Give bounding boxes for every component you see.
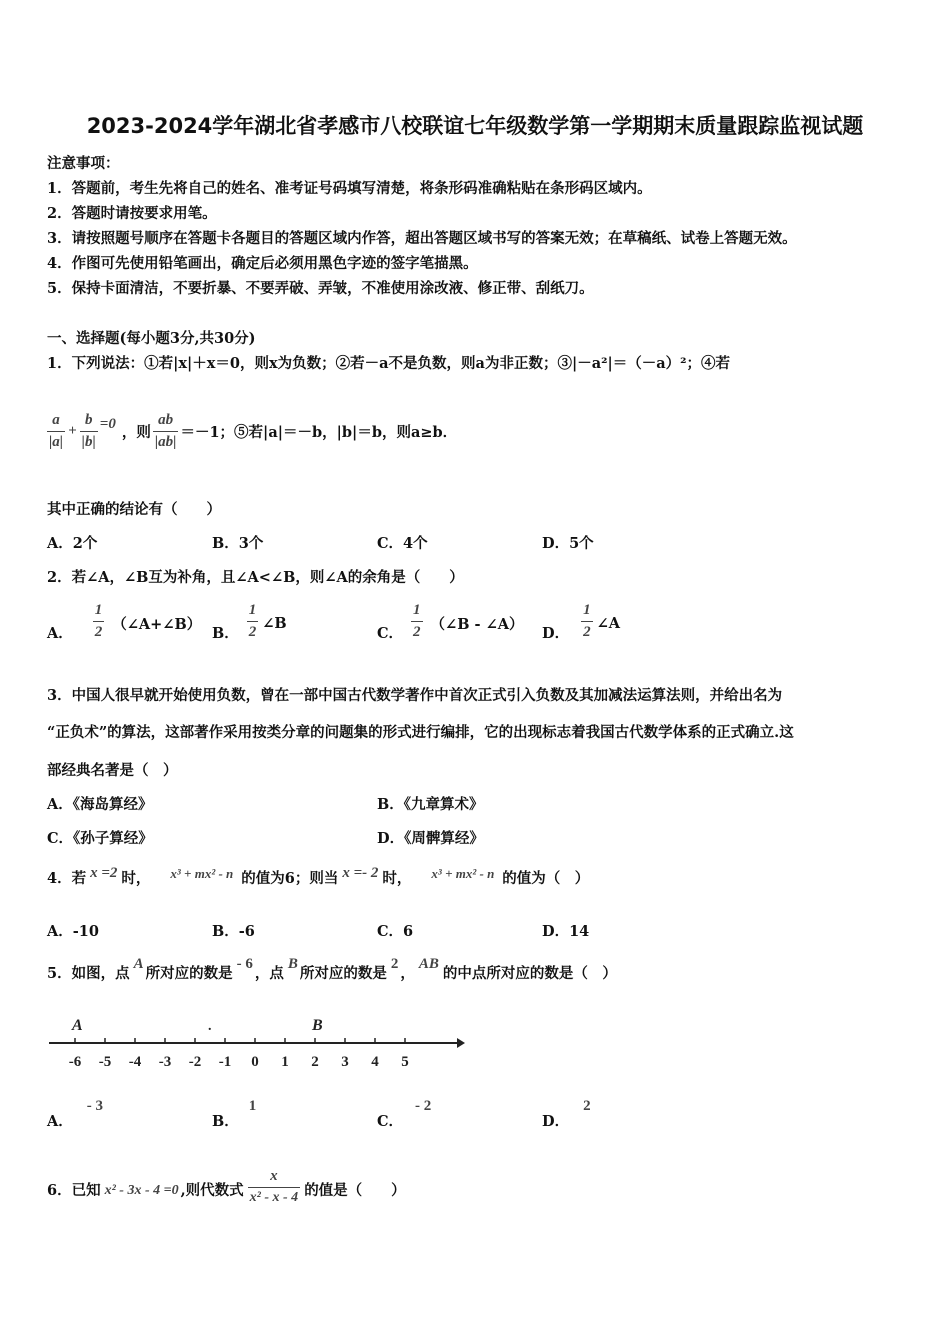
option-label: C． — [377, 1113, 404, 1130]
axis-tick-label: -4 — [128, 1054, 142, 1070]
question-1-line1: 1．下列说法：①若|x|＋x＝0，则x为负数；②若－a不是负数，则a为非正数；③|－a²|＝（－a）²；④若 — [47, 355, 730, 372]
plus-sign: + — [68, 423, 77, 439]
text: ，点 — [254, 965, 284, 982]
option-b[interactable]: B．-6 — [212, 923, 255, 940]
equals-zero: =0 — [99, 416, 116, 432]
point-a-label: A — [72, 1017, 83, 1034]
text-then: ，则 — [121, 424, 151, 441]
option-c[interactable]: C．4个 — [377, 535, 428, 552]
math-value: 2 — [390, 956, 399, 972]
option-b[interactable]: B．3个 — [212, 535, 264, 552]
notice-header: 注意事项： — [47, 155, 120, 172]
question-1-tail: ＝－1；⑤若|a|＝－b，|b|＝b，则a≥b． — [180, 424, 458, 441]
text: 时， — [121, 870, 151, 887]
math-value: - 6 — [236, 956, 253, 972]
question-4-stem — [47, 862, 589, 888]
question-6-stem — [47, 1158, 406, 1205]
text: 所对应的数是 — [145, 965, 233, 982]
fraction-ab-over-abs-ab: $\frac{ab}{|ab|}$ — [154, 412, 177, 450]
question-1-formula — [47, 412, 457, 451]
option-label: B． — [212, 1113, 239, 1130]
option-c[interactable]: C．《孙子算经》 — [47, 830, 153, 847]
question-1-stem: 其中正确的结论有（ ） — [47, 501, 221, 518]
option-value: - 2 — [415, 1098, 432, 1114]
text: 的值为6；则当 — [241, 870, 339, 887]
math-expr: x³ + mx² - n — [170, 866, 234, 881]
math-point-b: B — [287, 956, 298, 972]
math-expr: x³ + mx² - n — [431, 866, 495, 881]
fraction-a-over-abs-a: $\frac{a}{|a|}$ — [49, 412, 64, 450]
axis-tick-label: -6 — [68, 1054, 82, 1070]
axis-tick-label: 3 — [341, 1054, 349, 1070]
fraction-x-over-poly: $\frac{x}{\text{x² - x - 4}}$ — [249, 1168, 299, 1205]
option-a[interactable]: A．《海岛算经》 — [47, 796, 153, 813]
math-point-a: A — [133, 956, 144, 972]
midpoint-dot: . — [208, 1019, 212, 1034]
option-d[interactable]: D．《周髀算经》 — [377, 830, 484, 847]
axis-tick-label: -3 — [158, 1054, 172, 1070]
axis-tick-label: 5 — [401, 1054, 409, 1070]
axis-tick-label: -5 — [98, 1054, 112, 1070]
text: 的中点所对应的数是（ ） — [442, 965, 617, 982]
fraction-one-half: $\frac{1}{2}$ — [583, 602, 591, 640]
math-expr: x =2 — [90, 865, 118, 881]
option-d[interactable] — [542, 1098, 591, 1131]
question-5-stem — [47, 955, 617, 983]
option-expr: （∠A+∠B） — [112, 616, 202, 633]
page-title: 2023-2024学年湖北省孝感市八校联谊七年级数学第一学期期末质量跟踪监视试题 — [86, 114, 864, 138]
notice-item: 3．请按照题号顺序在答题卡各题目的答题区域内作答，超出答题区域书写的答案无效；在草稿纸、试卷上答题无效。 — [47, 230, 797, 247]
text: 4．若 — [47, 870, 87, 887]
text: 时， — [382, 870, 412, 887]
option-a[interactable] — [47, 1098, 103, 1131]
axis-tick-label: -2 — [188, 1054, 202, 1070]
question-3-line3: 部经典名著是（ ） — [47, 762, 178, 779]
text: ,则代数式 — [180, 1182, 244, 1199]
option-label: C． — [377, 625, 404, 642]
notice-item: 1．答题前，考生先将自己的姓名、准考证号码填写清楚，将条形码准确粘贴在条形码区域内。 — [47, 180, 652, 197]
option-b[interactable] — [212, 1098, 256, 1131]
notice-item: 5．保持卡面清洁，不要折暴、不要弄破、弄皱，不准使用涂改液、修正带、刮纸刀。 — [47, 280, 594, 297]
axis-tick-label: 2 — [311, 1054, 319, 1070]
option-label: B． — [212, 625, 239, 642]
fraction-one-half: $\frac{1}{2}$ — [413, 602, 421, 640]
question-3-line1: 3．中国人很早就开始使用负数，曾在一部中国古代数学著作中首次正式引入负数及其加减法运算法则，并给出名为 — [47, 687, 783, 704]
option-a[interactable]: A．-10 — [47, 923, 99, 940]
section-heading: 一、选择题(每小题3分,共30分) — [47, 330, 256, 347]
option-label: A． — [47, 1113, 73, 1130]
text: 的值是（ ） — [304, 1182, 406, 1199]
option-a[interactable]: A．2个 — [47, 535, 98, 552]
option-expr: ∠A — [596, 615, 620, 632]
option-b[interactable] — [212, 600, 287, 643]
option-d[interactable]: D．5个 — [542, 535, 594, 552]
question-2-stem: 2．若∠A，∠B互为补角，且∠A<∠B，则∠A的余角是（ ） — [47, 569, 464, 586]
axis-tick-label: 0 — [251, 1054, 259, 1070]
text: 所对应的数是 — [299, 965, 387, 982]
notice-item: 2．答题时请按要求用笔。 — [47, 205, 217, 222]
option-expr: ∠B — [262, 615, 287, 632]
option-value: 2 — [583, 1098, 591, 1114]
option-c[interactable] — [377, 1098, 431, 1131]
option-value: 1 — [248, 1098, 257, 1114]
axis-tick-label: 4 — [371, 1054, 379, 1070]
option-b[interactable]: B．《九章算术》 — [377, 796, 484, 813]
option-c[interactable] — [377, 600, 523, 643]
option-d[interactable] — [542, 600, 620, 643]
number-line-figure — [45, 1010, 465, 1075]
option-expr: （∠B - ∠A） — [430, 616, 524, 633]
fraction-one-half: $\frac{1}{2}$ — [248, 602, 257, 640]
option-value: - 3 — [86, 1098, 104, 1114]
option-label: D． — [542, 625, 570, 642]
text: 6．已知 — [47, 1182, 101, 1199]
option-a[interactable] — [47, 600, 201, 643]
point-b-label: B — [312, 1017, 323, 1034]
axis-tick-label: -1 — [218, 1054, 232, 1070]
text: 的值为（ ） — [502, 870, 590, 887]
option-d[interactable]: D．14 — [542, 923, 590, 940]
option-c[interactable]: C．6 — [377, 923, 414, 940]
axis-arrow-icon — [457, 1038, 465, 1048]
math-segment-ab: AB — [418, 956, 439, 972]
fraction-b-over-abs-b: $\frac{b}{|b|}$ — [81, 412, 96, 450]
axis-tick-label: 1 — [281, 1054, 289, 1070]
option-label: A． — [47, 625, 73, 642]
text: ， — [400, 965, 415, 982]
notice-item: 4．作图可先使用铅笔画出，确定后必须用黑色字迹的签字笔描黑。 — [47, 255, 478, 272]
math-expr: x² - 3x - 4 =0 — [104, 1183, 179, 1198]
question-3-line2: “正负术”的算法，这部著作采用按类分章的问题集的形式进行编排，它的出现标志着我国古代数学体系的正式确立.这 — [47, 724, 794, 741]
text: 5．如图，点 — [47, 965, 130, 982]
math-expr: x =- 2 — [342, 865, 379, 881]
option-label: D． — [542, 1113, 570, 1130]
fraction-one-half: $\frac{1}{2}$ — [94, 602, 103, 640]
